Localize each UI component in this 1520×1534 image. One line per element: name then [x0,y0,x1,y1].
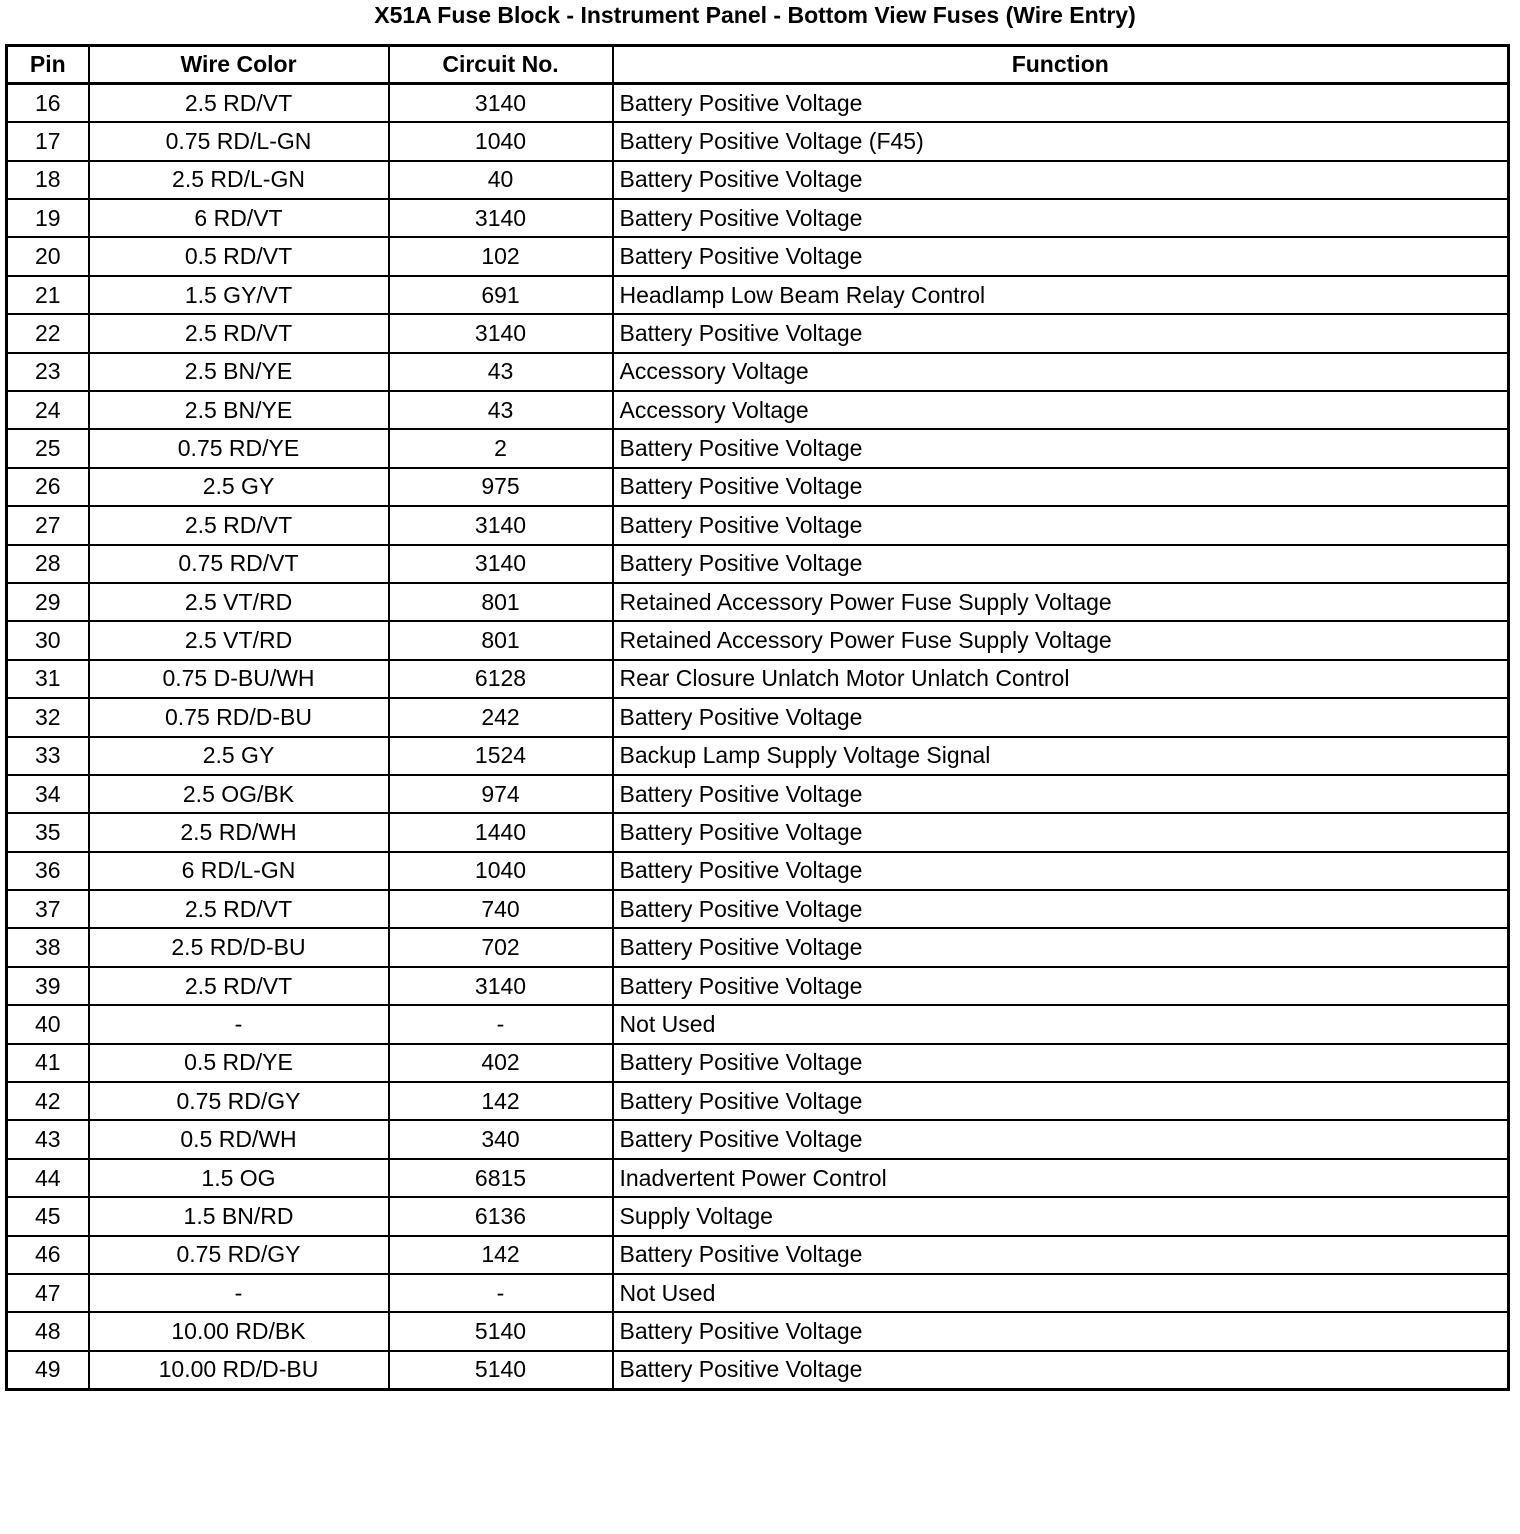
circuit-no-cell: 975 [389,468,613,506]
function-cell: Accessory Voltage [613,391,1509,429]
pin-cell: 40 [7,1005,89,1043]
circuit-no-cell: 142 [389,1236,613,1274]
pin-cell: 41 [7,1044,89,1082]
pin-cell: 28 [7,545,89,583]
fuse-table [5,44,1510,1391]
circuit-no-cell: - [389,1005,613,1043]
pin-cell: 25 [7,429,89,467]
table-row [7,353,1509,391]
circuit-no-cell: - [389,1274,613,1312]
circuit-no-cell: 3140 [389,199,613,237]
table-row [7,314,1509,352]
header-wire-color: Wire Color [89,46,389,84]
wire-color-cell: 2.5 RD/L-GN [89,161,389,199]
circuit-no-cell: 740 [389,890,613,928]
wire-color-cell: 0.5 RD/WH [89,1120,389,1158]
function-cell: Battery Positive Voltage [613,890,1509,928]
circuit-no-cell: 5140 [389,1312,613,1350]
wire-color-cell: 0.75 RD/GY [89,1236,389,1274]
pin-cell: 24 [7,391,89,429]
table-row [7,660,1509,698]
table-row [7,1351,1509,1389]
table-row [7,1005,1509,1043]
wire-color-cell: 2.5 RD/D-BU [89,928,389,966]
table-row [7,84,1509,122]
table-row [7,852,1509,890]
wire-color-cell: 10.00 RD/D-BU [89,1351,389,1389]
wire-color-cell: 0.75 RD/YE [89,429,389,467]
function-cell: Battery Positive Voltage [613,1236,1509,1274]
pin-cell: 20 [7,237,89,275]
function-cell: Battery Positive Voltage [613,967,1509,1005]
pin-cell: 37 [7,890,89,928]
circuit-no-cell: 6128 [389,660,613,698]
function-cell: Rear Closure Unlatch Motor Unlatch Control [613,660,1509,698]
function-cell: Supply Voltage [613,1197,1509,1235]
table-row [7,890,1509,928]
table-row [7,967,1509,1005]
table-row [7,391,1509,429]
table-row [7,928,1509,966]
table-body [7,84,1509,1389]
header-pin: Pin [7,46,89,84]
table-row [7,237,1509,275]
wire-color-cell: 2.5 BN/YE [89,353,389,391]
pin-cell: 30 [7,621,89,659]
function-cell: Battery Positive Voltage [613,545,1509,583]
table-row [7,1159,1509,1197]
circuit-no-cell: 702 [389,928,613,966]
function-cell: Battery Positive Voltage [613,506,1509,544]
pin-cell: 49 [7,1351,89,1389]
circuit-no-cell: 43 [389,353,613,391]
table-row [7,545,1509,583]
wire-color-cell: 2.5 RD/VT [89,314,389,352]
table-row [7,122,1509,160]
function-cell: Battery Positive Voltage [613,84,1509,122]
function-cell: Battery Positive Voltage [613,698,1509,736]
function-cell: Battery Positive Voltage [613,314,1509,352]
pin-cell: 38 [7,928,89,966]
pin-cell: 42 [7,1082,89,1120]
pin-cell: 33 [7,737,89,775]
table-row [7,775,1509,813]
circuit-no-cell: 340 [389,1120,613,1158]
wire-color-cell: 2.5 VT/RD [89,621,389,659]
function-cell: Battery Positive Voltage [613,1351,1509,1389]
wire-color-cell: 2.5 GY [89,737,389,775]
function-cell: Backup Lamp Supply Voltage Signal [613,737,1509,775]
function-cell: Headlamp Low Beam Relay Control [613,276,1509,314]
pin-cell: 44 [7,1159,89,1197]
table-row [7,583,1509,621]
circuit-no-cell: 1440 [389,813,613,851]
table-row [7,813,1509,851]
table-row [7,1197,1509,1235]
function-cell: Retained Accessory Power Fuse Supply Voltage [613,583,1509,621]
function-cell: Battery Positive Voltage [613,161,1509,199]
function-cell: Battery Positive Voltage [613,1044,1509,1082]
table-row [7,621,1509,659]
page-title: X51A Fuse Block - Instrument Panel - Bottom View Fuses (Wire Entry) [374,2,1136,28]
pin-cell: 43 [7,1120,89,1158]
function-cell: Battery Positive Voltage [613,1082,1509,1120]
table-row [7,698,1509,736]
pin-cell: 48 [7,1312,89,1350]
function-cell: Battery Positive Voltage [613,813,1509,851]
pin-cell: 18 [7,161,89,199]
pin-cell: 16 [7,84,89,122]
function-cell: Battery Positive Voltage [613,775,1509,813]
table-row [7,506,1509,544]
function-cell: Battery Positive Voltage (F45) [613,122,1509,160]
wire-color-cell: 0.75 RD/L-GN [89,122,389,160]
wire-color-cell: 0.75 RD/VT [89,545,389,583]
wire-color-cell: 2.5 RD/VT [89,84,389,122]
circuit-no-cell: 402 [389,1044,613,1082]
pin-cell: 19 [7,199,89,237]
table-row [7,199,1509,237]
table-row [7,1082,1509,1120]
circuit-no-cell: 2 [389,429,613,467]
table-header [7,46,1509,84]
pin-cell: 39 [7,967,89,1005]
header-function: Function [613,46,1509,84]
function-cell: Battery Positive Voltage [613,852,1509,890]
circuit-no-cell: 6815 [389,1159,613,1197]
wire-color-cell: 0.5 RD/YE [89,1044,389,1082]
wire-color-cell: 2.5 RD/VT [89,506,389,544]
circuit-no-cell: 3140 [389,84,613,122]
wire-color-cell: 1.5 OG [89,1159,389,1197]
wire-color-cell: 2.5 RD/VT [89,967,389,1005]
pin-cell: 22 [7,314,89,352]
wire-color-cell: - [89,1274,389,1312]
wire-color-cell: 2.5 RD/WH [89,813,389,851]
wire-color-cell: 0.75 RD/GY [89,1082,389,1120]
circuit-no-cell: 3140 [389,545,613,583]
function-cell: Battery Positive Voltage [613,1120,1509,1158]
function-cell: Accessory Voltage [613,353,1509,391]
pin-cell: 26 [7,468,89,506]
wire-color-cell: 2.5 BN/YE [89,391,389,429]
pin-cell: 46 [7,1236,89,1274]
table-row [7,1236,1509,1274]
wire-color-cell: 2.5 OG/BK [89,775,389,813]
function-cell: Battery Positive Voltage [613,928,1509,966]
wire-color-cell: 6 RD/L-GN [89,852,389,890]
circuit-no-cell: 1040 [389,122,613,160]
table-row [7,737,1509,775]
pin-cell: 35 [7,813,89,851]
header-row [7,46,1509,84]
fuse-table-container [5,44,1507,1391]
circuit-no-cell: 3140 [389,314,613,352]
table-row [7,1120,1509,1158]
pin-cell: 27 [7,506,89,544]
wire-color-cell: 1.5 BN/RD [89,1197,389,1235]
table-row [7,1044,1509,1082]
wire-color-cell: 1.5 GY/VT [89,276,389,314]
header-circuit-no: Circuit No. [389,46,613,84]
table-row [7,276,1509,314]
wire-color-cell: 2.5 VT/RD [89,583,389,621]
function-cell: Battery Positive Voltage [613,429,1509,467]
circuit-no-cell: 801 [389,583,613,621]
circuit-no-cell: 242 [389,698,613,736]
function-cell: Battery Positive Voltage [613,468,1509,506]
table-row [7,468,1509,506]
wire-color-cell: 10.00 RD/BK [89,1312,389,1350]
circuit-no-cell: 801 [389,621,613,659]
pin-cell: 47 [7,1274,89,1312]
circuit-no-cell: 691 [389,276,613,314]
wire-color-cell: 2.5 GY [89,468,389,506]
function-cell: Battery Positive Voltage [613,199,1509,237]
function-cell: Retained Accessory Power Fuse Supply Voltage [613,621,1509,659]
wire-color-cell: 6 RD/VT [89,199,389,237]
table-row [7,429,1509,467]
function-cell: Battery Positive Voltage [613,237,1509,275]
function-cell: Battery Positive Voltage [613,1312,1509,1350]
wire-color-cell: - [89,1005,389,1043]
circuit-no-cell: 5140 [389,1351,613,1389]
circuit-no-cell: 3140 [389,506,613,544]
table-row [7,161,1509,199]
pin-cell: 45 [7,1197,89,1235]
circuit-no-cell: 142 [389,1082,613,1120]
circuit-no-cell: 6136 [389,1197,613,1235]
circuit-no-cell: 1524 [389,737,613,775]
circuit-no-cell: 43 [389,391,613,429]
table-row [7,1312,1509,1350]
function-cell: Not Used [613,1005,1509,1043]
pin-cell: 21 [7,276,89,314]
pin-cell: 17 [7,122,89,160]
circuit-no-cell: 1040 [389,852,613,890]
pin-cell: 29 [7,583,89,621]
wire-color-cell: 0.5 RD/VT [89,237,389,275]
table-row [7,1274,1509,1312]
pin-cell: 34 [7,775,89,813]
pin-cell: 31 [7,660,89,698]
circuit-no-cell: 102 [389,237,613,275]
circuit-no-cell: 974 [389,775,613,813]
wire-color-cell: 0.75 RD/D-BU [89,698,389,736]
pin-cell: 32 [7,698,89,736]
wire-color-cell: 0.75 D-BU/WH [89,660,389,698]
circuit-no-cell: 3140 [389,967,613,1005]
pin-cell: 23 [7,353,89,391]
pin-cell: 36 [7,852,89,890]
wire-color-cell: 2.5 RD/VT [89,890,389,928]
function-cell: Not Used [613,1274,1509,1312]
circuit-no-cell: 40 [389,161,613,199]
function-cell: Inadvertent Power Control [613,1159,1509,1197]
